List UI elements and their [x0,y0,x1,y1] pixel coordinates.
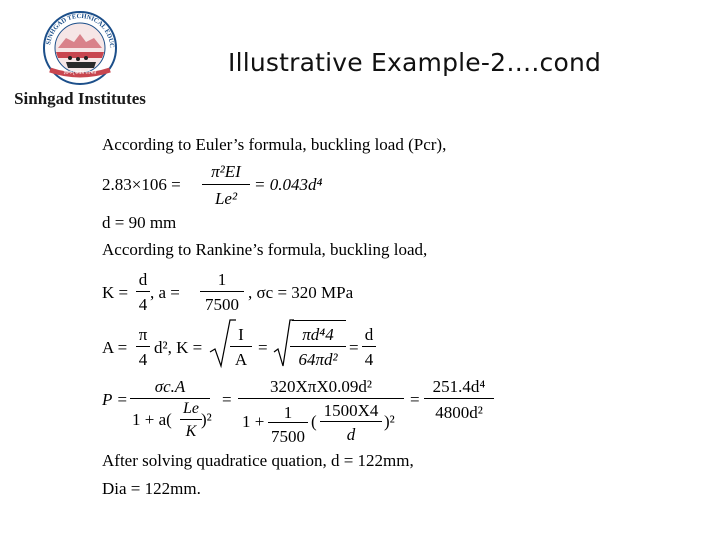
a-fraction-bar [200,291,244,292]
k-label: K = [102,283,129,302]
p-f3-fraction-bar [424,398,494,399]
p-f2-den-one-plus: 1 + [242,412,265,431]
k-inner-fraction-bar [290,346,346,347]
logo-caption: Sinhgad Institutes [14,89,146,108]
p-f2-den-1500x4: 1500X4 [323,401,379,420]
p-f1-le-k-bar [180,419,202,420]
sigma-c-value: , σc = 320 MPa [248,283,354,302]
ratio-fraction-bar [230,346,252,347]
area-pi-numerator: π [138,325,148,344]
p-f3-numerator: 251.4d⁴ [432,377,486,396]
p-f2-fraction-bar [238,398,404,399]
ratio-a-denominator: A [234,350,248,369]
p-f1-den-close: )² [201,410,212,429]
k-inner-denominator: 64πd² [298,350,338,369]
area-d2-k-label: d², K = [154,338,203,357]
euler-numerator: π²EI [211,162,241,181]
k-inner-numerator: πd⁴4 [302,325,334,344]
p-f1-numerator: σc.A [154,377,186,396]
sqrt-overline [292,320,346,321]
euler-statement: According to Euler’s formula, buckling load (Pcr), [102,135,447,154]
logo-arc-text: SINHGAD TECHNICAL EDUC [45,12,116,49]
a-denominator: 7500 [205,295,239,314]
euler-rhs: = 0.043d⁴ [254,175,323,194]
final-diameter: Dia = 122mm. [102,479,201,498]
euler-denominator: Le² [214,189,238,208]
p-f2-den-paren-open: ( [311,412,317,431]
p-label: P = [102,390,128,409]
p-f2-den-7500: 7500 [271,427,305,446]
a-label: , a = [150,283,180,302]
p-equals-2: = [410,390,420,409]
p-f1-den-le: Le [183,400,199,417]
k-equals-1: = [258,338,268,357]
a-numerator: 1 [217,270,227,289]
k-equals-2: = [349,338,359,357]
p-f2-1500-bar [320,421,382,422]
logo-motto: ज्ञानम् सर्वत्र शोभते [63,71,97,76]
p-f3-denominator: 4800d² [435,403,483,422]
euler-lhs: 2.83×106 = [102,175,181,194]
p-f1-fraction-bar [130,398,210,399]
p-f2-numerator: 320XπX0.09d² [270,377,372,396]
p-f2-inner-bar [268,422,308,423]
area-pi-denominator: 4 [138,350,148,369]
k-numerator: d [138,270,148,289]
p-f2-den-d: d [346,425,356,444]
k-result-numerator: d [364,325,374,344]
ratio-i-numerator: I [238,325,244,344]
k-result-denominator: 4 [364,350,374,369]
solution-statement: After solving quadratice quation, d = 122mm, [102,451,414,470]
p-equals-1: = [222,390,232,409]
area-fraction-bar [136,346,150,347]
p-f1-den-open: 1 + a( [132,410,172,429]
euler-fraction-bar [202,184,250,185]
slide-title: Illustrative Example-2….cond [228,48,602,77]
k-result-fraction-bar [362,346,376,347]
p-f2-den-one: 1 [283,403,293,422]
k-fraction-bar [136,291,150,292]
p-f1-den-k: K [185,423,197,440]
k-denominator: 4 [138,295,148,314]
p-f2-den-paren-close: )² [384,412,395,431]
rankine-statement: According to Rankine’s formula, buckling load, [102,240,428,259]
diameter-euler: d = 90 mm [102,213,177,232]
area-label: A = [102,338,128,357]
